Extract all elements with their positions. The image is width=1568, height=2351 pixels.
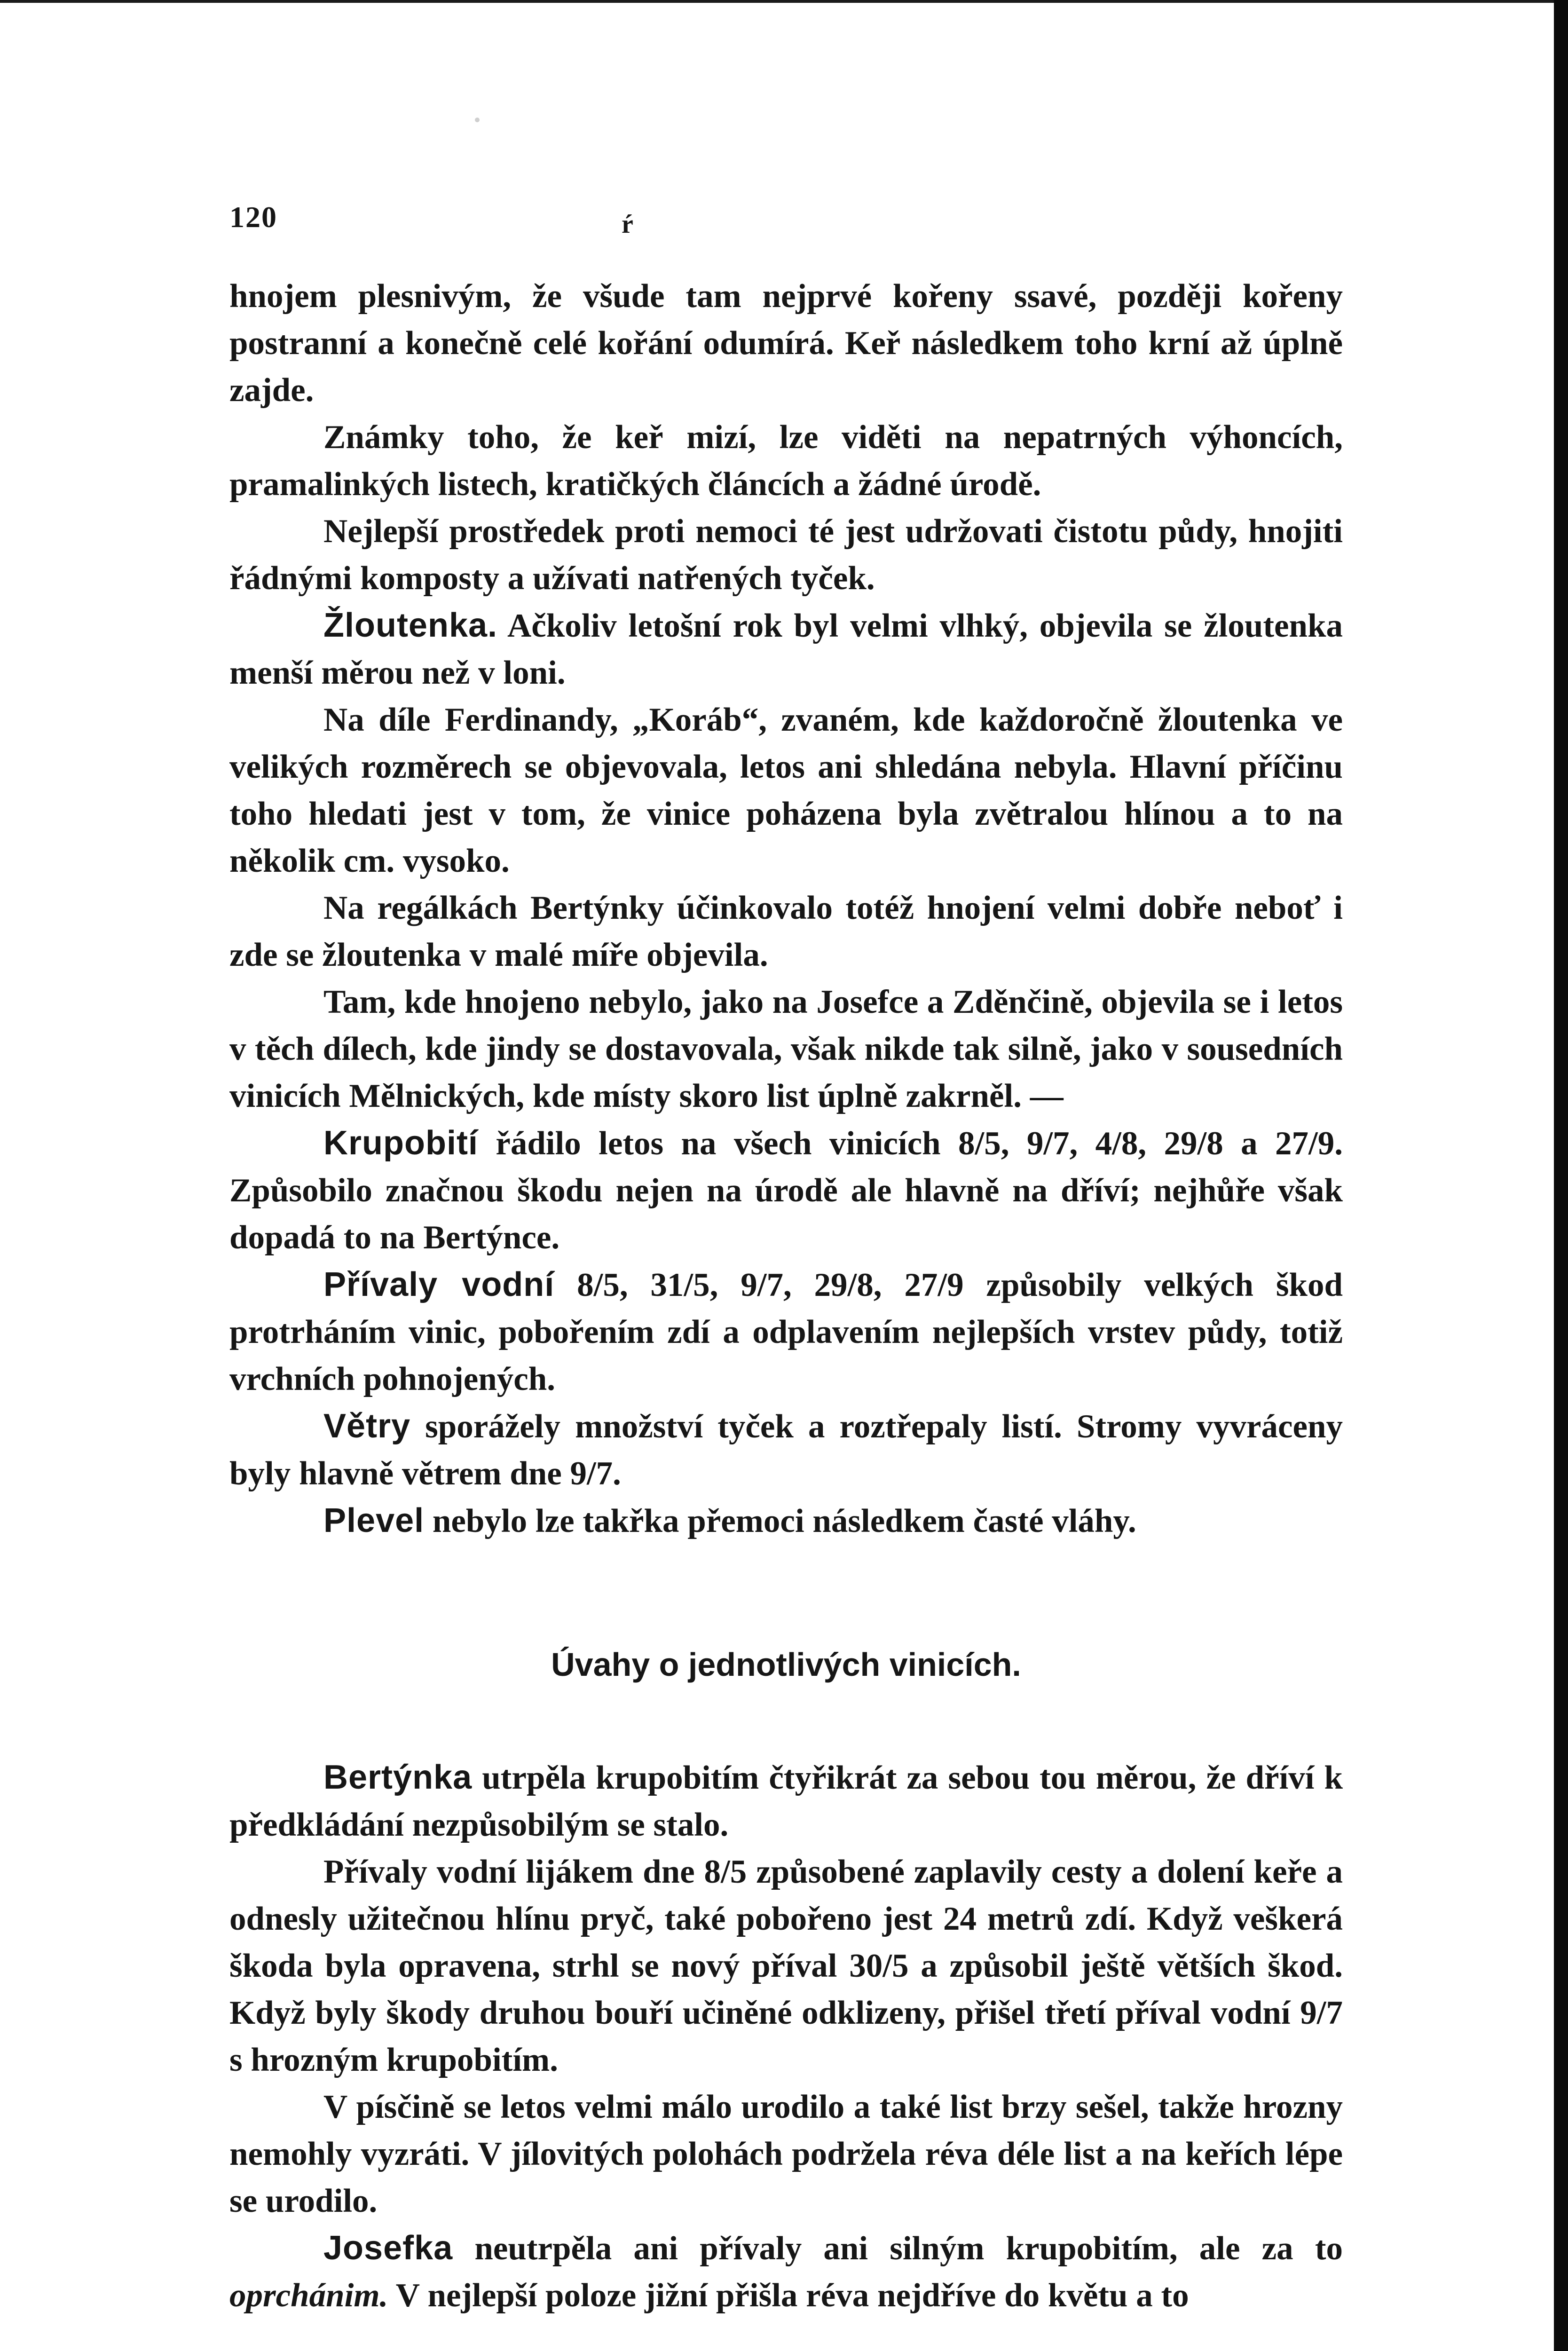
page-top-edge	[0, 0, 1568, 3]
paragraph: Krupobití řádilo letos na všech vinicích 8/5, 9/7, 4/8, 29/8 a 27/9. Způsobilo značnou škodu nejen na úrodě ale hlavně na dříví; nejhůře však dopadá to na Bertýnce.	[229, 1124, 1343, 1256]
printer-mark: ŕ	[622, 210, 633, 239]
paragraph: Větry sporážely množství tyček a roztřepaly listí. Stromy vyvráceny byly hlavně větrem dne 9/7.	[229, 1407, 1343, 1492]
section-lead: Bertýnka	[323, 1759, 473, 1796]
section-heading: Úvahy o jednotlivých vinicích.	[551, 1646, 1021, 1683]
section-lead: Plevel	[323, 1502, 425, 1539]
paragraph: Žloutenka. Ačkoliv letošní rok byl velmi vlhký, objevila se žloutenka menší měrou než v loni.	[229, 607, 1343, 691]
paragraph: hnojem plesnivým, že všude tam nejprvé kořeny ssavé, později kořeny postranní a konečně celé kořání odumírá. Keř následkem toho krní až úplně zajde.	[229, 278, 1343, 409]
paragraph: V písčině se letos velmi málo urodilo a také list brzy sešel, takže hrozny nemohly vyzráti. V jílovitých polohách podržela réva déle list a na keřích lépe se urodilo.	[229, 2089, 1343, 2219]
section-lead: Větry	[323, 1407, 411, 1445]
paragraph: Známky toho, že keř mizí, lze viděti na nepatrných výhoncích, pramalinkých listech, kratičkých článcích a žádné úrodě.	[229, 419, 1343, 503]
paragraph: Plevel nebylo lze takřka přemoci následkem časté vláhy.	[323, 1502, 1136, 1539]
paper-speck	[475, 118, 480, 122]
paragraph: Přívaly vodní lijákem dne 8/5 způsobené zaplavily cesty a dolení keře a odnesly užitečnou hlínu pryč, také pobořeno jest 24 metrů zdí. Když veškerá škoda byla opravena, strhl se nový příval 30/5 a způsobil ještě větších škod. Když byly škody druhou bouří učiněné odklizeny, přišel třetí příval vodní 9/7 s hrozným krupobitím.	[229, 1854, 1343, 2078]
page-body	[229, 273, 1343, 2319]
section-lead: Krupobití	[323, 1124, 478, 1162]
emphasis: oprchánim.	[229, 2277, 388, 2314]
page-right-edge	[1554, 0, 1568, 2351]
paragraph: Josefka neutrpěla ani přívaly ani silným krupobitím, ale za to oprchánim. V nejlepší poloze jižní přišla réva nejdříve do květu a to	[229, 2229, 1343, 2314]
paragraph: Nejlepší prostředek proti nemoci té jest udržovati čistotu půdy, hnojiti řádnými komposty a užívati natřených tyček.	[229, 513, 1343, 597]
paragraph: Bertýnka utrpěla krupobitím čtyřikrát za sebou tou měrou, že dříví k předkládání nezpůsobilým se stalo.	[229, 1759, 1343, 1843]
page-number: 120	[229, 200, 277, 234]
section-lead: Josefka	[323, 2229, 453, 2267]
paragraph: Na díle Ferdinandy, „Koráb“, zvaném, kde každoročně žloutenka ve velikých rozměrech se objevovala, letos ani shledána nebyla. Hlavní příčinu toho hledati jest v tom, že vinice poházena byla zvětralou hlínou a to na několik cm. vysoko.	[229, 702, 1343, 879]
section-lead: Žloutenka.	[323, 607, 498, 644]
paragraph: Přívaly vodní 8/5, 31/5, 9/7, 29/8, 27/9 způsobily velkých škod protrháním vinic, pobořením zdí a odplavením nejlepších vrstev půdy, totiž vrchních pohnojených.	[229, 1266, 1343, 1397]
paragraph: Tam, kde hnojeno nebylo, jako na Josefce a Zděnčině, objevila se i letos v těch dílech, kde jindy se dostavovala, však nikde tak silně, jako v sousedních vinicích Mělnických, kde místy skoro list úplně zakrněl. —	[229, 984, 1343, 1114]
paragraph: Na regálkách Bertýnky účinkovalo totéž hnojení velmi dobře neboť i zde se žloutenka v malé míře objevila.	[229, 890, 1343, 973]
section-lead: Přívaly vodní	[323, 1266, 555, 1303]
